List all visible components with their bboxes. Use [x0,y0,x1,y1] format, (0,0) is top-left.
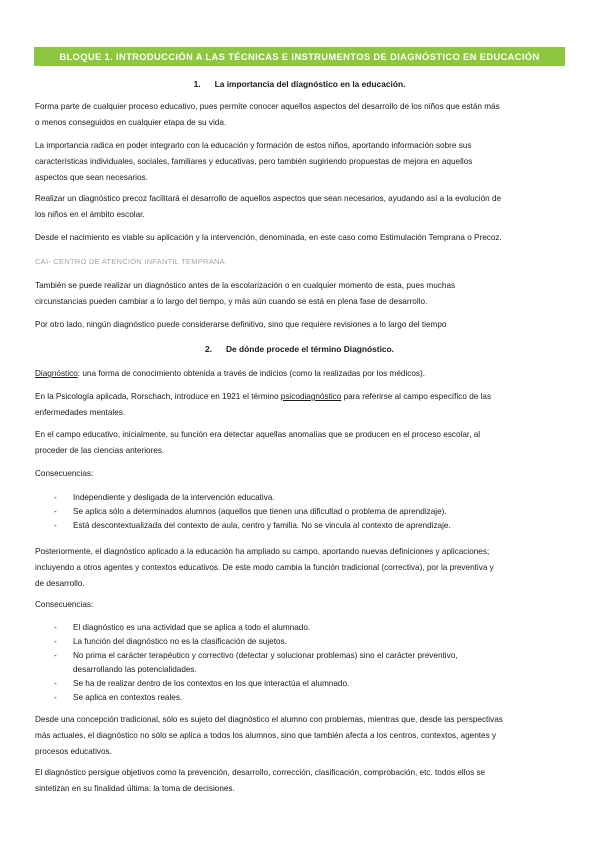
section-heading-2 [0,344,599,354]
text-line: También se puede realizar un diagnóstico antes de la escolarización o en cualquier momento de esta, pues muchas [35,281,456,290]
text-line: El diagnóstico persigue objetivos como la prevención, desarrollo, corrección, clasificación, comprobación, etc. todos ellos se [35,768,486,777]
text-line: de desarrollo. [35,579,85,588]
text-line: Consecuencias: [35,600,94,609]
text-line: Consecuencias: [35,469,94,478]
text-line: circunstancias pueden cambiar a lo largo del tiempo, y más aún cuando se está en plena fase de desarrollo. [35,297,428,306]
text-line: enfermedades mentales. [35,408,126,417]
dash-bullet: - [54,693,57,702]
list-item [35,519,565,533]
paragraph-4 [35,230,565,246]
dash-bullet: - [54,679,57,688]
dash-bullet: - [54,493,57,502]
section-number: 2. [205,344,212,354]
list-item [35,505,565,519]
text-line: Desde una concepción tradicional, sólo es sujeto del diagnóstico el alumno con problemas, mientras que, desde las perspectivas [35,715,503,724]
text-line: En el campo educativo, inicialmente, su función era detectar aquellas anomalías que se producen en el proceso escolar, al [35,430,481,439]
consequences-label-1 [35,466,565,482]
text-line: La importancia radica en poder integrarlo con la educación y formación de estos niños, aportando información sobre sus [35,141,472,150]
term-diagnostico: Diagnóstico [35,369,78,378]
section-number: 1. [193,79,201,89]
paragraph-9 [35,427,565,459]
list-item [35,677,565,691]
text-line: Se aplica sólo a determinados alumnos (aquellos que tienen una dificultad o problema de aprendizaje). [73,507,447,516]
text-line: Forma parte de cualquier proceso educativo, pues permite conocer aquellos aspectos del desarrollo de los niños que están más [35,102,500,111]
paragraph-2 [35,138,565,186]
dash-bullet: - [54,651,57,660]
dash-bullet: - [54,521,57,530]
list-item [35,649,565,677]
list-item [35,635,565,649]
text-line: Se aplica en contextos reales. [73,693,183,702]
paragraph-1 [35,99,565,131]
list-item [35,491,565,505]
section-title: La importancia del diagnóstico en la educación. [214,79,406,89]
text-line: sintetizan en su finalidad última: la toma de decisiones. [35,784,235,793]
text-line: Posteriormente, el diagnóstico aplicado a la educación ha ampliado su campo, aportando nuevas definiciones y aplicaciones; [35,547,490,556]
text-line: desarrollando las potencialidades. [73,665,197,674]
paragraph-10 [35,544,565,592]
text-line: características individuales, sociales, familiares y educativas, pero también sugiriendo propuestas de mejora en aquellos [35,157,473,166]
text-line: más actuales, el diagnóstico no sólo se aplica a todos los alumnos, sino que también afecta a los centros, contextos, agentes y [35,731,497,740]
text-span: En la Psicología aplicada, Rorschach, introduce en 1921 el término [35,392,281,401]
text-line: Está descontextualizada del contexto de aula, centro y familia. No se vincula al contexto de aprendizaje. [73,521,451,530]
dash-bullet: - [54,507,57,516]
paragraph-5 [35,278,565,310]
block-title-banner: BLOQUE 1. INTRODUCCIÓN A LAS TÉCNICAS E INSTRUMENTOS DE DIAGNÓSTICO EN EDUCACIÓN [34,47,565,66]
text-line: Independiente y desligada de la intervención educativa. [73,493,275,502]
text-line: incluyendo a otros agentes y contextos educativos. De este modo cambia la función tradicional (correctiva), por la preventiva y [35,563,494,572]
paragraph-11 [35,712,565,760]
dash-bullet: - [54,623,57,632]
paragraph-3 [35,191,565,223]
section-title: De dónde procede el término Diagnóstico. [226,344,394,354]
text-span: : una forma de conocimiento obtenida a través de indicios (como la realizadas por los médicos). [77,369,426,378]
paragraph-12 [35,765,565,797]
text-line: Desde el nacimiento es viable su aplicación y la intervención, denominada, en este caso como Estimulación Temprana o Precoz. [35,233,502,242]
text-line: Realizar un diagnóstico precoz facilitará el desarrollo de aquellos aspectos que sean necesarios, ayudando así a la evolución de [35,194,502,203]
term-psicodiagnostico: psicodiagnóstico [280,392,342,401]
text-line: procesos educativos. [35,747,112,756]
text-line: aspectos que sean necesarios. [35,173,148,182]
text-line: los niños en el ámbito escolar. [35,210,145,219]
consequences-list-2 [35,621,565,705]
section-heading-1 [0,79,599,89]
list-item [35,621,565,635]
text-line: Por otro lado, ningún diagnóstico puede considerarse definitivo, sino que requiere revisiones a lo largo del tiempo [35,320,447,329]
dash-bullet: - [54,637,57,646]
text-line: La función del diagnóstico no es la clasificación de sujetos. [73,637,287,646]
consequences-list-1 [35,491,565,533]
text-span: para referirse al campo específico de las [341,392,492,401]
text-line: No prima el carácter terapéutico y correctivo (detectar y solucionar problemas) sino el carácter preventivo, [73,651,458,660]
text-line: El diagnóstico es una actividad que se aplica a todo el alumnado. [73,623,311,632]
paragraph-8 [35,389,565,421]
text-line: Se ha de realizar dentro de los contextos en los que interactúa el alumnado. [73,679,350,688]
subheading: CAI- CENTRO DE ATENCIÓN INFANTIL TEMPRANA [35,257,225,266]
text-line: proceder de las ciencias anteriores. [35,446,165,455]
paragraph-6 [35,317,565,333]
text-line: o menos conseguidos en cualquier etapa de su vida. [35,118,227,127]
paragraph-7 [35,366,565,382]
list-item [35,691,565,705]
consequences-label-2 [35,597,565,613]
